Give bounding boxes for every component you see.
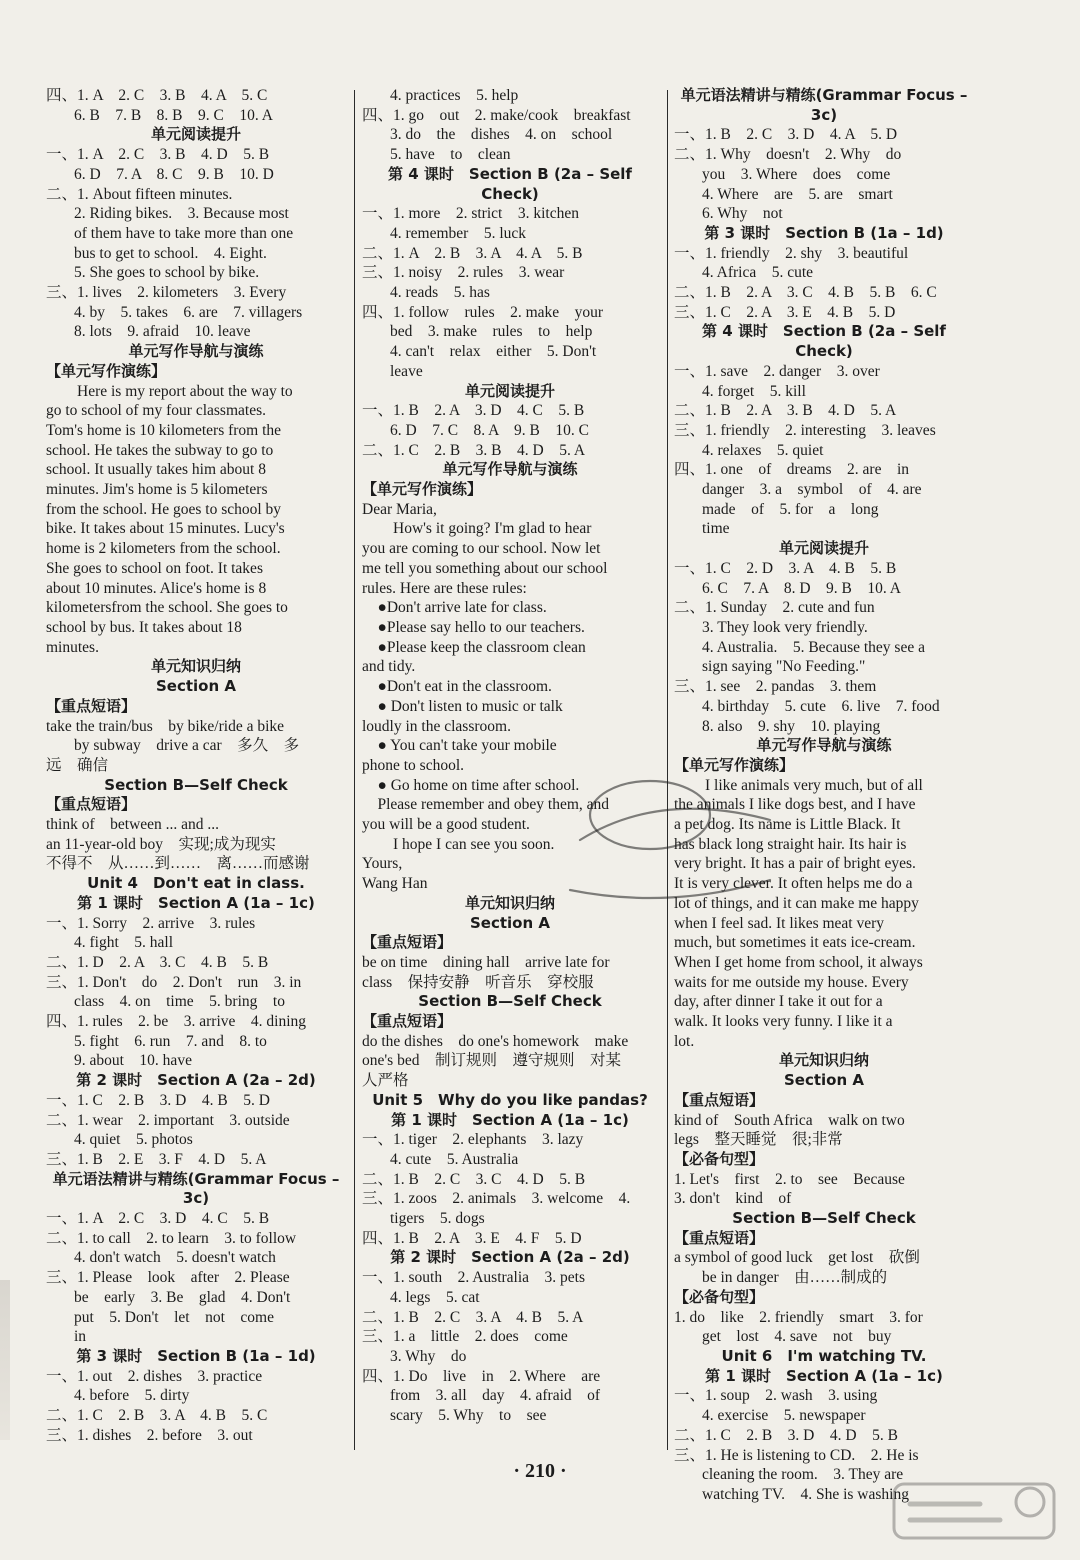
- answer-line: walk. It looks very funny. I like it a: [674, 1013, 893, 1031]
- answer-line: tigers 5. dogs: [390, 1210, 485, 1228]
- answer-line: school. He takes the subway to go to: [46, 441, 274, 459]
- answer-line: 8. lots 9. afraid 10. leave: [74, 323, 251, 341]
- answer-line: 三、1. see 2. pandas 3. them: [674, 678, 877, 696]
- answer-line: 4. reads 5. has: [390, 284, 490, 302]
- answer-line: 1. Let's first 2. to see Because: [674, 1170, 905, 1188]
- answer-line: 三、1. He is listening to CD. 2. He is: [674, 1446, 919, 1464]
- answer-line: 2. Riding bikes. 3. Because most: [74, 205, 289, 223]
- answer-line: minutes. Jim's home is 5 kilometers: [46, 481, 268, 499]
- answer-line: 一、1. A 2. C 3. B 4. D 5. B: [46, 146, 270, 164]
- section-heading: 单元语法精讲与精练(Grammar Focus –3c): [680, 86, 968, 124]
- answer-line: do the dishes do one's homework make: [362, 1032, 629, 1050]
- answer-line: 四、1. A 2. C 3. B 4. A 5. C: [46, 87, 268, 104]
- answer-line: from the school. He goes to school by: [46, 500, 282, 518]
- answer-line: 二、1. wear 2. important 3. outside: [46, 1111, 290, 1129]
- answer-line: ● Don't listen to music or talk: [362, 697, 563, 715]
- answer-line: 一、1. B 2. A 3. D 4. C 5. B: [362, 402, 585, 420]
- answer-line: 三、1. a little 2. does come: [362, 1328, 568, 1346]
- answer-line: 二、1. B 2. C 3. A 4. B 5. A: [362, 1308, 584, 1326]
- section-heading: Unit 4 Don't eat in class.: [87, 874, 305, 893]
- answer-line: day, after dinner I take it out for a: [674, 993, 883, 1011]
- answer-line: in: [74, 1328, 87, 1346]
- answer-line: Wang Han: [362, 875, 428, 893]
- answer-line: home is 2 kilometers from the school.: [46, 540, 281, 558]
- answer-line: 二、1. B 2. C 3. C 4. D 5. B: [362, 1170, 586, 1188]
- section-heading: 第 2 课时 Section A (2a – 2d): [76, 1071, 316, 1090]
- answer-line: go to school of my four classmates.: [46, 402, 266, 420]
- answer-line: ●Don't arrive late for class.: [362, 599, 547, 617]
- answer-line: about 10 minutes. Alice's home is 8: [46, 579, 267, 597]
- answer-line: bike. It takes about 15 minutes. Lucy's: [46, 520, 285, 538]
- answer-line: kilometersfrom the school. She goes to: [46, 599, 288, 617]
- answer-line: ● You can't take your mobile: [362, 737, 557, 755]
- answer-line: 4. practices 5. help: [390, 87, 519, 104]
- answer-line: 6. C 7. A 8. D 9. B 10. A: [702, 579, 901, 597]
- answer-line: 3. do the dishes 4. on school: [390, 126, 613, 144]
- subsection-label: 【必备句型】: [674, 1287, 765, 1306]
- subsection-label: 【重点短语】: [362, 1012, 453, 1031]
- answer-line: I hope I can see you soon.: [362, 835, 555, 853]
- answer-line: 二、1. C 2. B 3. B 4. D 5. A: [362, 441, 586, 459]
- answer-line: 四、1. rules 2. be 3. arrive 4. dining: [46, 1013, 307, 1031]
- answer-line: class 保持安静 听音乐 穿校服: [362, 973, 594, 991]
- answer-column-1: [46, 86, 346, 1446]
- section-heading: 单元知识归纳: [778, 1051, 869, 1070]
- answer-line: 一、1. more 2. strict 3. kitchen: [362, 205, 579, 223]
- section-heading: 第 3 课时 Section B (1a – 1d): [704, 223, 944, 242]
- answer-column-3: [674, 86, 974, 1505]
- answer-line: 4. can't relax either 5. Don't: [390, 343, 597, 361]
- section-heading: Section A: [156, 677, 236, 696]
- answer-line: 二、1. B 2. A 3. C 4. B 5. B 6. C: [674, 284, 937, 302]
- answer-line: 二、1. A 2. B 3. A 4. A 5. B: [362, 244, 583, 262]
- answer-line: minutes.: [46, 638, 99, 656]
- answer-line: you 3. Where does come: [702, 165, 891, 183]
- answer-line: 5. She goes to school by bike.: [74, 264, 260, 282]
- answer-line: 4. before 5. dirty: [74, 1387, 190, 1405]
- answer-line: 6. Why not: [702, 205, 783, 223]
- answer-line: 人严格: [362, 1072, 409, 1090]
- answer-line: 三、1. dishes 2. before 3. out: [46, 1426, 253, 1444]
- subsection-label: 【重点短语】: [362, 933, 453, 952]
- section-heading: Section B—Self Check: [732, 1209, 916, 1228]
- section-heading: 第 1 课时 Section A (1a – 1c): [77, 893, 315, 912]
- answer-line: 二、1. C 2. B 3. A 4. B 5. C: [46, 1407, 268, 1425]
- subsection-label: 【重点短语】: [46, 795, 137, 814]
- answer-line: 4. don't watch 5. doesn't watch: [74, 1249, 276, 1267]
- answer-line: class 4. on time 5. bring to: [74, 993, 285, 1011]
- answer-line: ●Please keep the classroom clean: [362, 638, 586, 656]
- answer-line: danger 3. a symbol of 4. are: [702, 481, 922, 499]
- answer-line: waits for me outside my house. Every: [674, 973, 909, 991]
- answer-line: 4. Where are 5. are smart: [702, 185, 893, 203]
- answer-line: When I get home from school, it always: [674, 953, 923, 971]
- answer-line: one's bed 制订规则 遵守规则 对某: [362, 1052, 621, 1070]
- answer-line: 一、1. south 2. Australia 3. pets: [362, 1269, 586, 1287]
- answer-line: 1. do like 2. friendly smart 3. for: [674, 1308, 923, 1326]
- answer-line: 3. They look very friendly.: [702, 618, 868, 636]
- answer-line: bus to get to school. 4. Eight.: [74, 244, 267, 262]
- scan-edge: [0, 1280, 10, 1440]
- section-heading: 单元阅读提升: [150, 125, 241, 144]
- answer-line: 三、1. Please look after 2. Please: [46, 1269, 290, 1287]
- answer-line: Tom's home is 10 kilometers from the: [46, 421, 282, 439]
- answer-line: 一、1. C 2. B 3. D 4. B 5. D: [46, 1091, 270, 1109]
- answer-line: 三、1. friendly 2. interesting 3. leaves: [674, 421, 936, 439]
- answer-line: How's it going? I'm glad to hear: [362, 520, 592, 538]
- answer-line: 一、1. A 2. C 3. D 4. C 5. B: [46, 1210, 270, 1228]
- answer-line: 四、1. one of dreams 2. are in: [674, 461, 910, 479]
- answer-line: 4. by 5. takes 6. are 7. villagers: [74, 303, 303, 321]
- answer-line: 9. about 10. have: [74, 1052, 192, 1070]
- subsection-label: 【单元写作演练】: [362, 480, 483, 499]
- section-heading: 单元阅读提升: [464, 381, 555, 400]
- section-heading: 第 3 课时 Section B (1a – 1d): [76, 1347, 316, 1365]
- answer-line: scary 5. Why to see: [390, 1407, 547, 1425]
- subsection-label: 【重点短语】: [674, 1228, 765, 1247]
- answer-line: legs 整天睡觉 很;非常: [674, 1131, 843, 1149]
- section-heading: 单元阅读提升: [778, 539, 869, 558]
- answer-line: from 3. all day 4. afraid of: [390, 1387, 601, 1405]
- answer-line: a symbol of good luck get lost 砍倒: [674, 1249, 920, 1267]
- answer-line: 四、1. Do live in 2. Where are: [362, 1367, 601, 1385]
- answer-line: 4. remember 5. luck: [390, 224, 527, 242]
- answer-line: 6. D 7. A 8. C 9. B 10. D: [74, 165, 274, 183]
- answer-line: 4. relaxes 5. quiet: [702, 441, 824, 459]
- answer-line: ● Go home on time after school.: [362, 776, 580, 794]
- answer-line: get lost 4. save not buy: [702, 1328, 892, 1346]
- subsection-label: 【重点短语】: [46, 696, 137, 715]
- answer-line: rules. Here are these rules:: [362, 579, 527, 597]
- answer-line: the animals I like dogs best, and I have: [674, 796, 916, 814]
- answer-line: be early 3. Be glad 4. Don't: [74, 1288, 291, 1306]
- subsection-label: 【必备句型】: [674, 1149, 765, 1168]
- answer-line: 4. birthday 5. cute 6. live 7. food: [702, 697, 940, 715]
- section-heading: 单元语法精讲与精练(Grammar Focus –3c): [52, 1169, 340, 1208]
- answer-line: 一、1. out 2. dishes 3. practice: [46, 1367, 263, 1385]
- answer-line: and tidy.: [362, 658, 416, 676]
- answer-line: Here is my report about the way to: [46, 382, 293, 400]
- answer-line: 一、1. Sorry 2. arrive 3. rules: [46, 914, 256, 932]
- page-number: · 210 ·: [513, 1460, 567, 1482]
- section-heading: 单元写作导航与演练: [756, 736, 892, 755]
- subsection-label: 【单元写作演练】: [674, 755, 795, 774]
- answer-line: She goes to school on foot. It takes: [46, 559, 263, 577]
- answer-line: school by bus. It takes about 18: [46, 618, 242, 636]
- section-heading: 第 4 课时 Section B (2a – Self Check): [388, 164, 638, 203]
- section-heading: 第 2 课时 Section A (2a – 2d): [390, 1248, 630, 1267]
- answer-line: 一、1. soup 2. wash 3. using: [674, 1387, 878, 1405]
- answer-line: 四、1. go out 2. make/cook breakfast: [362, 106, 631, 124]
- section-heading: Section A: [784, 1071, 864, 1090]
- answer-line: leave: [390, 362, 423, 380]
- answer-line: 一、1. save 2. danger 3. over: [674, 362, 880, 380]
- answer-line: 一、1. friendly 2. shy 3. beautiful: [674, 244, 909, 262]
- answer-line: Dear Maria,: [362, 500, 437, 518]
- answer-line: 二、1. Sunday 2. cute and fun: [674, 599, 875, 617]
- answer-line: be on time dining hall arrive late for: [362, 953, 610, 971]
- answer-line: 4. fight 5. hall: [74, 934, 174, 952]
- answer-line: 二、1. D 2. A 3. C 4. B 5. B: [46, 953, 269, 971]
- answer-line: 二、1. B 2. A 3. B 4. D 5. A: [674, 402, 897, 420]
- answer-line: by subway drive a car 多久 多: [74, 737, 300, 755]
- answer-line: 二、1. About fifteen minutes.: [46, 185, 233, 203]
- section-heading: Section B—Self Check: [418, 992, 602, 1011]
- subsection-label: 【单元写作演练】: [46, 361, 167, 380]
- answer-line: 一、1. C 2. D 3. A 4. B 5. B: [674, 559, 897, 577]
- section-heading: 单元写作导航与演练: [128, 342, 264, 361]
- section-heading: Section B—Self Check: [104, 775, 288, 794]
- answer-line: 一、1. tiger 2. elephants 3. lazy: [362, 1131, 584, 1149]
- section-heading: 第 4 课时 Section B (2a – Self Check): [702, 322, 952, 361]
- answer-line: 远 确信: [46, 756, 109, 774]
- answer-line: It is very clever. It often helps me do a: [674, 875, 913, 893]
- section-heading: 单元知识归纳: [464, 893, 555, 912]
- answer-line: bed 3. make rules to help: [390, 323, 593, 341]
- answer-line: Yours,: [362, 855, 403, 873]
- answer-line: you will be a good student.: [362, 816, 530, 834]
- answer-line: 四、1. follow rules 2. make your: [362, 303, 604, 321]
- answer-line: ●Don't eat in the classroom.: [362, 678, 552, 696]
- answer-line: 4. exercise 5. newspaper: [702, 1407, 866, 1425]
- answer-line: me tell you something about our school: [362, 559, 608, 577]
- section-heading: 第 1 课时 Section A (1a – 1c): [705, 1366, 943, 1385]
- answer-line: watching TV. 4. She is washing: [702, 1485, 909, 1503]
- answer-line: an 11-year-old boy 实现;成为现实: [46, 835, 276, 853]
- answer-line: 二、1. to call 2. to learn 3. to follow: [46, 1229, 297, 1247]
- answer-line: 三、1. B 2. E 3. F 4. D 5. A: [46, 1150, 267, 1168]
- answer-line: you are coming to our school. Now let: [362, 540, 601, 558]
- answer-line: school. It usually takes him about 8: [46, 461, 266, 479]
- answer-line: 4. legs 5. cat: [390, 1288, 480, 1306]
- answer-line: 5. have to clean: [390, 146, 511, 164]
- answer-line: Please remember and obey them, and: [362, 796, 610, 814]
- answer-line: 3. Why do: [390, 1348, 467, 1365]
- answer-line: 三、1. Don't do 2. Don't run 3. in: [46, 973, 302, 991]
- answer-line: lot.: [674, 1032, 695, 1050]
- answer-line: has black long straight hair. Its hair is: [674, 835, 907, 853]
- section-heading: Unit 6 I'm watching TV.: [721, 1347, 927, 1365]
- answer-line: phone to school.: [362, 756, 465, 774]
- answer-line: 4. cute 5. Australia: [390, 1150, 519, 1168]
- answer-line: ●Please say hello to our teachers.: [362, 618, 585, 636]
- answer-line: kind of South Africa walk on two: [674, 1111, 905, 1129]
- answer-line: 三、1. zoos 2. animals 3. welcome 4.: [362, 1190, 631, 1208]
- answer-line: 4. Africa 5. cute: [702, 264, 814, 282]
- answer-line: 6. B 7. B 8. B 9. C 10. A: [74, 106, 273, 124]
- section-heading: Section A: [470, 913, 550, 932]
- section-heading: 第 1 课时 Section A (1a – 1c): [391, 1110, 629, 1129]
- answer-line: be in danger 由……制成的: [702, 1269, 888, 1287]
- answer-line: lot of things, and it can make me happy: [674, 894, 919, 912]
- answer-line: 三、1. C 2. A 3. E 4. B 5. D: [674, 303, 896, 321]
- answer-line: 8. also 9. shy 10. playing: [702, 717, 881, 735]
- answer-line: 不得不 从……到…… 离……而感谢: [46, 855, 310, 873]
- answer-line: made of 5. for a long: [702, 500, 879, 518]
- answer-line: very bright. It has a pair of bright eyes.: [674, 855, 916, 873]
- answer-line: think of between ... and ...: [46, 816, 220, 834]
- answer-line: 4. forget 5. kill: [702, 382, 806, 400]
- section-heading: Unit 5 Why do you like pandas?: [372, 1090, 648, 1109]
- answer-line: when I feel sad. It likes meat very: [674, 914, 885, 932]
- answer-line: time: [702, 520, 730, 538]
- subsection-label: 【重点短语】: [674, 1090, 765, 1109]
- answer-line: sign saying "No Feeding.": [702, 658, 866, 676]
- answer-line: loudly in the classroom.: [362, 717, 511, 735]
- answer-line: 二、1. C 2. B 3. D 4. D 5. B: [674, 1426, 898, 1444]
- answer-column-2: [362, 86, 658, 1426]
- answer-line: 4. quiet 5. photos: [74, 1131, 193, 1149]
- answer-line: 二、1. Why doesn't 2. Why do: [674, 146, 902, 164]
- section-heading: 单元写作导航与演练: [442, 460, 578, 479]
- answer-line: 三、1. noisy 2. rules 3. wear: [362, 264, 565, 282]
- corner-logo: [890, 1476, 1060, 1546]
- answer-line: of them have to take more than one: [74, 224, 294, 242]
- answer-line: 6. D 7. C 8. A 9. B 10. C: [390, 421, 589, 439]
- answer-line: cleaning the room. 3. They are: [702, 1466, 904, 1484]
- answer-line: a pet dog. Its name is Little Black. It: [674, 816, 901, 834]
- section-heading: 单元知识归纳: [150, 657, 241, 676]
- answer-line: put 5. Don't let not come: [74, 1308, 274, 1326]
- answer-line: 四、1. B 2. A 3. E 4. F 5. D: [362, 1229, 582, 1247]
- answer-line: take the train/bus by bike/ride a bike: [46, 717, 285, 735]
- answer-line: 5. fight 6. run 7. and 8. to: [74, 1032, 267, 1050]
- answer-line: much, but sometimes it eats ice-cream.: [674, 934, 916, 952]
- answer-line: 一、1. B 2. C 3. D 4. A 5. D: [674, 126, 898, 144]
- answer-line: 3. don't kind of: [674, 1190, 792, 1208]
- column-divider: [667, 90, 668, 1450]
- answer-line: 三、1. lives 2. kilometers 3. Every: [46, 284, 287, 302]
- answer-line: 4. Australia. 5. Because they see a: [702, 638, 925, 656]
- column-divider: [354, 90, 355, 1450]
- answer-line: I like animals very much, but of all: [674, 776, 923, 794]
